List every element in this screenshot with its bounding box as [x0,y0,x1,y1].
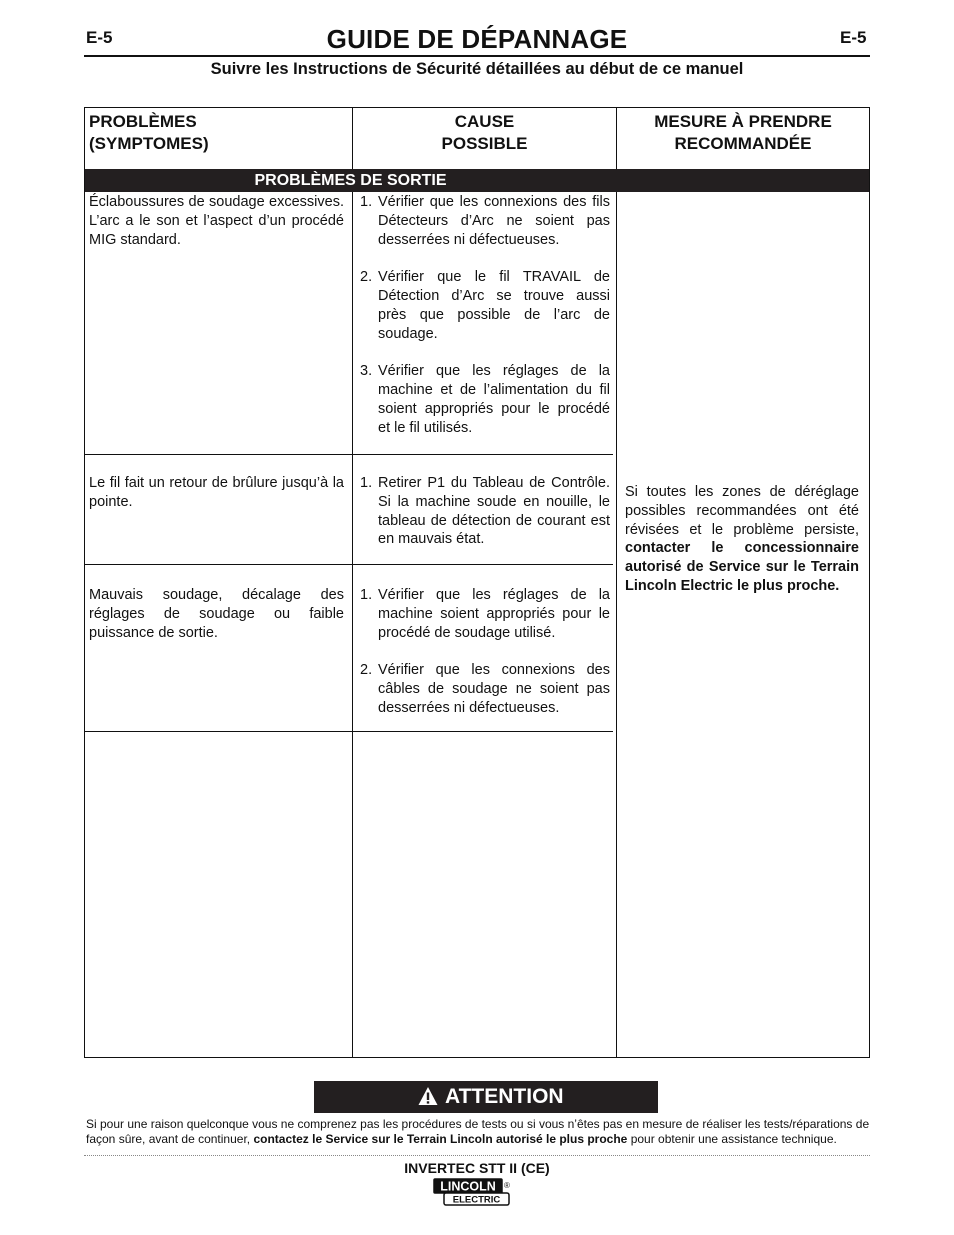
header-remedy-line1: MESURE À PRENDRE [654,112,832,131]
cause-item [360,661,610,717]
cause-list-row-1 [360,193,610,456]
attention-note [86,1117,870,1147]
recommended-action [625,483,859,596]
symptom-row-3: Mauvais soudage, décalage des réglages de soudage ou faible puissance de sortie. [89,587,344,641]
header-problems-line1: PROBLÈMES [89,112,197,131]
cause-item [360,362,610,437]
lincoln-electric-logo [433,1178,513,1208]
safety-subtitle: Suivre les Instructions de Sécurité détaillées au début de ce manuel [210,60,744,78]
cause-text: Retirer P1 du Tableau de Contrôle. Si la machine soude en nouille, le tableau de détection de courant est en mauvais état. [378,475,610,548]
cause-list-row-2 [360,474,610,568]
header-remedy-line2: RECOMMANDÉE [674,134,812,153]
header-remedy [617,111,869,155]
logo-registered-mark: ® [504,1181,510,1190]
page-code-right: E-5 [840,28,867,47]
symptom-row-1: Éclaboussures de soudage excessives. L’arc a le son et l’aspect d’un procédé MIG standard. [89,194,344,248]
cause-item [360,193,610,249]
header-cause-line1: CAUSE [454,112,515,131]
header-problems [89,111,209,155]
cause-number: 3. [360,363,373,380]
cause-text: Vérifier que les connexions des fils Détecteurs d’Arc ne soient pas desserrées ni défectueuses. [378,194,610,248]
cause-list-row-3 [360,586,610,736]
page-code-left: E-5 [86,28,113,47]
note-text-end: pour obtenir une assistance technique. [627,1132,837,1146]
header-cause-line2: POSSIBLE [441,134,528,153]
cause-number: 1. [360,194,373,210]
model-name: INVERTEC STT II (CE) [404,1160,550,1176]
logo-bottom-text: ELECTRIC [452,1194,501,1206]
logo-top-text: LINCOLN [440,1179,496,1194]
cause-number: 2. [360,269,373,286]
remedy-contact-text: contacter le concessionnaire autorisé de Service sur le Terrain Lincoln Electric le plus proche. [625,540,859,594]
cause-text: Vérifier que les réglages de la machine et de l’alimentation du fil soient appropriés pour le procédé et le fil utilisés. [378,363,610,436]
column-divider-2 [616,107,617,1057]
cause-item [360,586,610,642]
page-title: GUIDE DE DÉPANNAGE [326,24,628,54]
cause-number: 1. [360,587,373,603]
section-title: PROBLÈMES DE SORTIE [254,172,447,189]
remedy-text: Si toutes les zones de déréglage possibles recommandées ont été révisées et le problème persiste, [625,484,859,538]
warning-triangle-icon [418,1086,438,1106]
cause-item [360,474,610,549]
cause-text: Vérifier que les connexions des câbles de soudage ne soient pas desserrées ni défectueuses. [378,662,610,716]
note-contact-text: contactez le Service sur le Terrain Lincoln autorisé le plus proche [253,1132,628,1146]
column-divider-1 [352,107,353,1057]
note-text: Si pour une raison quelconque vous ne comprenez pas les procédures de tests ou si vous n’êtes pas en mesure de réaliser les tests/réparations de façon sûre, avant de continuer, [86,1117,870,1146]
title-rule [84,55,870,57]
symptom-row-2: Le fil fait un retour de brûlure jusqu’à la pointe. [89,475,344,510]
footer-rule [84,1155,870,1156]
cause-number: 2. [360,662,373,679]
header-cause [353,111,616,155]
attention-label: ATTENTION [445,1085,564,1108]
cause-number: 1. [360,475,373,491]
cause-item [360,268,610,343]
cause-text: Vérifier que le fil TRAVAIL de Détection d’Arc se trouve aussi près que possible de l’arc de soudage. [378,269,610,342]
header-problems-line2: (SYMPTOMES) [89,134,209,153]
cause-text: Vérifier que les réglages de la machine soient appropriés pour le procédé de soudage utilisé. [378,587,610,641]
